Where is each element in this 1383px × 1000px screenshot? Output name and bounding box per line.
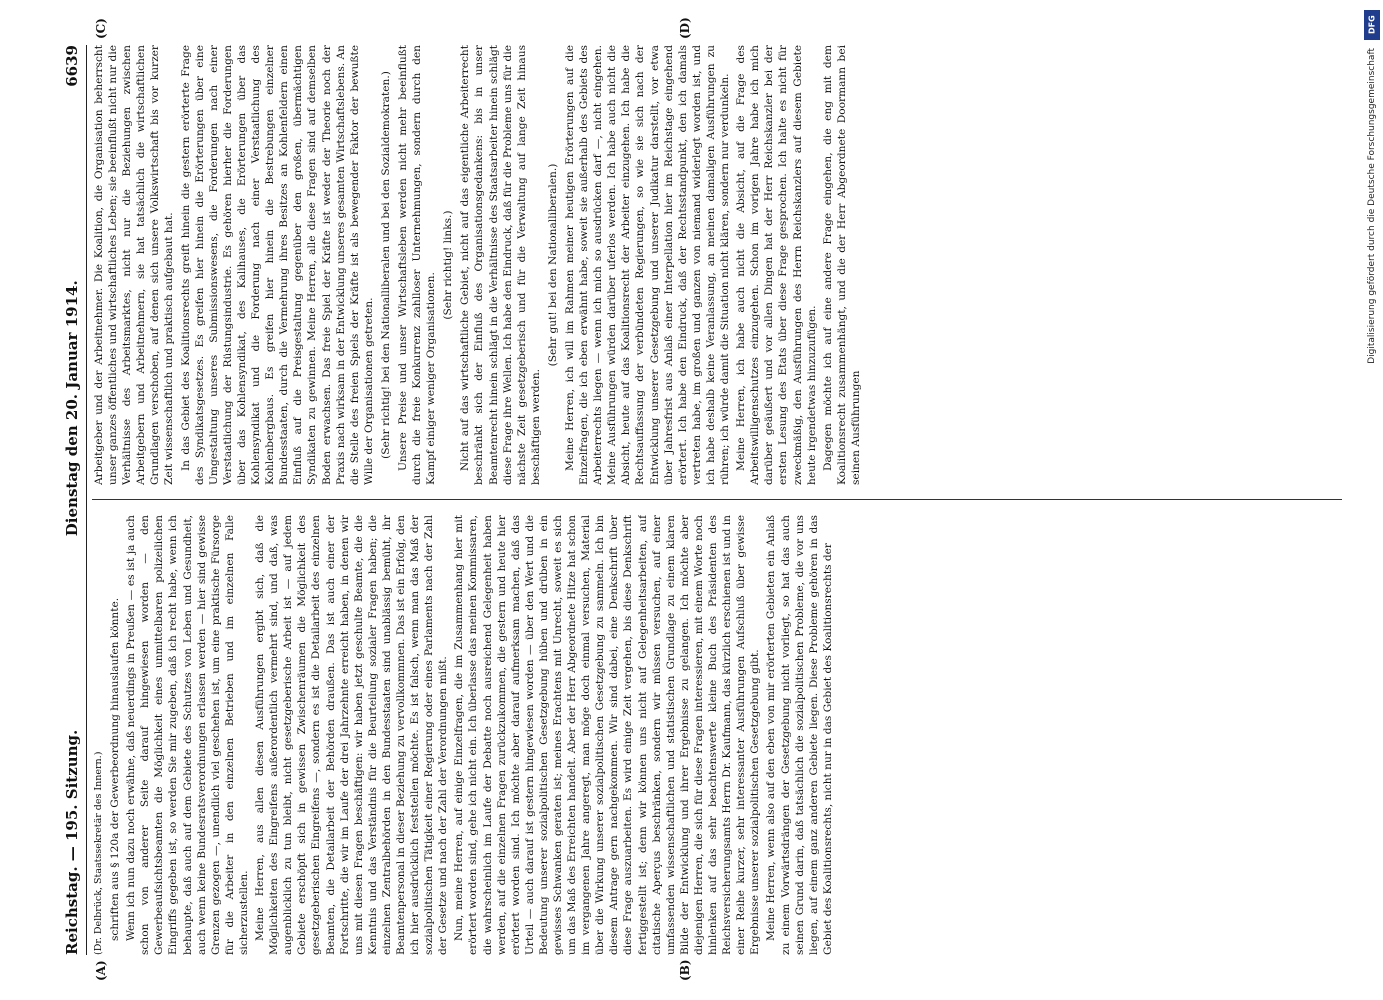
paragraph: schriften aus § 120a der Gewerbeordnung hinauslaufen könnte. — [109, 597, 122, 941]
speaker-note: (Dr. Delbrück, Staatssekretär des Innern.) — [93, 751, 104, 955]
right-column — [92, 45, 1342, 485]
margin-marker-a: (A) — [94, 960, 108, 981]
paragraph: Nun, meine Herren, auf einige Einzelfragen, die im Zusammenhang hier mit erörtert worden sind, gehe ich nicht ein. Ich überlasse das meinen Kommissaren, die wahrscheinlich im Laufe der Debatte noch ausreichend Gelegenheit haben werden, auf die einzelnen Fragen zurückzukommen, die gestern und heute hier erörtert worden sind. Ich möchte aber darauf aufmerksam machen, daß das Urteil — auch darauf ist gestern hingewiesen worden — über den Wert und die Bedeutung unserer sozialpolitischen Gesetzgebung hüben und drüben in ein gewisses Schwanken geraten ist; meines Erachtens mit Unrecht, soweit es sich um das Maß des Erreichten handelt. Aber der Herr Abgeordnete Hitze hat schon im vergangenen Jahre angeregt, man möge doch einmal versuchen, Material über die Wirkung unserer sozialpolitischen Gesetzgebung zu sammeln. Ich bin diesem Antrage gern nachgekommen. Wir sind dabei, eine Denkschrift über diese Frage auszuarbeiten. Es wird einige Zeit vergehen, bis diese Denkschrift fertiggestellt ist; denn wir können uns nicht auf Gelegenheitsarbeiten, auf citatische Aperçus beschränken, sondern wir müssen versuchen, auf einer umfassenden wissenschaftlichen und statistischen Grundlage zu einem klaren Bilde der Entwicklung und ihrer Ergebnisse zu gelangen. Ich möchte aber diejenigen Herren, die sich für diese Fragen interessieren, mit einem Worte noch hinlenken auf das sehr beachtenswerte kleine Buch des Präsidenten des Reichsversicherungsamts Herrn Dr. Kaufmann, das kürzlich erschienen ist und in einer Reihe kurzer, sehr interessanter Ausführungen Aufschluß über gewisse Ergebnisse unserer sozialpolitischen Gesetzgebung gibt. — [453, 515, 762, 955]
paragraph: Nicht auf das wirtschaftliche Gebiet, nicht auf das eigentliche Arbeiterrecht beschränkt sich der Einfluß des Organisationsgedankens: bis in unser Beamtenrecht hinein schlägt in die Verhältnisse des Staatsarbeiter hinein schlägt diese Frage ihre Wellen. Ich habe den Eindruck, daß für die Probleme uns für die nächste Zeit gesetzgeberisch und für die Verwaltung auf lange Zeit hinaus beschäftigen werden. — [459, 45, 542, 485]
interjection: (Sehr richtig! links.) — [442, 210, 455, 320]
paragraph: Meine Herren, ich habe auch nicht die Absicht, auf die Frage des Arbeitswilligenschutzes einzugehen. Schon im vorigen Jahre habe ich mich darüber geäußert und vor allen Dingen hat der Herr Reichskanzler bei der ersten Lesung des Etats über diese Frage gesprochen. Ich halte es nicht für zweckmäßig, den Ausführungen des Herrn Reichskanzlers auf diesem Gebiete heute irgendetwas hinzuzufügen. — [735, 45, 818, 485]
digitization-credit — [1363, 10, 1381, 990]
paragraph: Wenn ich nun dazu noch erwähne, daß neuerdings in Preußen — es ist ja auch schon von anderer Seite darauf hingewiesen worden — den Gewerbeaufsichtsbeamten die Möglichkeit eines unmittelbaren polizeilichen Eingriffs gegeben ist, so werden Sie mir zugeben, daß ich recht habe, wenn ich behaupte, daß auch auf dem Gebiete des Schutzes von Leben und Gesundheit, auch wenn keine Bundesratsverordnungen erlassen werden — hier sind gewisse Grenzen gezogen —, unendlich viel geschehen ist, um eine praktische Fürsorge für die Arbeiter in den einzelnen Betrieben und im einzelnen Falle sicherzustellen. — [125, 515, 250, 955]
margin-marker-d: (D) — [678, 17, 692, 39]
left-column — [92, 515, 1342, 955]
paragraph: Meine Herren, ich will im Rahmen meiner heutigen Erörterungen auf die Einzelfragen, die ich eben erwähnt habe, soweit sie außerhalb des Gebiets des Arbeiterrechts liegen — wenn ich mich so ausdrücken darf —, nicht eingehen. Meine Ausführungen würden darüber uferlos werden. Ich habe auch nicht die Absicht, heute auf das Koalitionsrecht der Arbeiter einzugehen. Ich habe die Rechtsauffassung der verbündeten Regierungen, so wie sie sich nach der Entwicklung unserer Gesetzgebung und unserer Judikatur darstellt, vor etwa über Jahresfrist aus Anlaß einer Interpellation hier im Reichstage eingehend erörtert. Ich habe den Eindruck, daß der Rechtsstandpunkt, den ich damals vertreten habe, im großen und ganzen von niemand widerlegt worden ist, und ich habe deshalb keine Veranlassung, an meinen damaligen Ausführungen zu rühren; ich würde damit die Situation nicht klären, sondern nur verdunkeln. — [564, 45, 732, 485]
header-left: Reichstag. — 195. Sitzung. — [63, 729, 81, 955]
paragraph: Meine Herren, aus allen diesen Ausführungen ergibt sich, daß die Möglichkeiten des Eingreifens außerordentlich vermehrt sind, und daß, was augenblicklich zu tun bleibt, nicht gesetzgeberische Arbeit ist — auf jedem Gebiete erschöpft sich in gewissen Zwischenräumen die Möglichkeit des gesetzgeberischen Eingreifens —, sondern es ist die Detailarbeit des einzelnen Beamten, die Detailarbeit der Behörden draußen. Das ist auch einer der Fortschritte, die wir im Laufe der drei Jahrzehnte erreicht haben, in denen wir uns mit diesen Fragen beschäftigen: wir haben jetzt geschulte Beamte, die die Kenntnis und das Verständnis für die Beurteilung sozialer Fragen haben; die einzelnen Zentralbehörden in den Bundesstaaten sind unablässig bemüht, ihr Beamtenpersonal in dieser Beziehung zu vervollkommnen. Das ist ein Erfolg, den ich hier ausdrücklich feststellen möchte. Es ist falsch, wenn man das Maß der sozialpolitischen Tätigkeit einer Regierung oder eines Parlaments nach der Zahl der Gesetze und nach der Zahl der Verordnungen mißt. — [254, 515, 450, 955]
paragraph: Unsere Preise und unser Wirtschaftsleben werden nicht mehr beeinflußt durch die freie Konkurrenz zahlloser Unternehmungen, sondern durch den Kampf einiger weniger Organisationen. — [396, 45, 438, 485]
column-divider — [92, 499, 1342, 500]
page-number: 6639 — [63, 45, 81, 87]
dfg-logo: DFG — [1364, 10, 1380, 40]
page-header — [58, 45, 87, 955]
interjection: (Sehr gut! bei den Nationalliberalen.) — [546, 163, 559, 367]
paragraph: Meine Herren, wenn also auf den eben von mir erörterten Gebieten ein Anlaß zu einem Vorwärtsdrängen der Gesetzgebung nicht vorliegt, so hat das auch seinen Grund darin, daß tatsächlich die sozialpolitischen Probleme, die vor uns liegen, auf einem ganz anderen Gebiete liegen. Diese Probleme gehören in das Gebiet des Koalitionsrechts, nicht nur in das Gebiet des Koalitionsrechts der — [765, 515, 834, 955]
header-center: Dienstag den 20. Januar 1914. — [63, 280, 81, 537]
margin-marker-c: (C) — [94, 18, 108, 39]
credit-text: Digitalisierung gefördert durch die Deutsche Forschungsgemeinschaft — [1367, 48, 1377, 364]
rotated-page — [58, 17, 1348, 981]
paragraph: Arbeitgeber und der Arbeitnehmer. Die Koalition, die Organisation beherrscht unser ganzes öffentliches und wirtschaftliches Leben; sie beeinflußt nicht nur die Verhältnisse des Arbeitsmarktes, nicht nur die Beziehungen zwischen Arbeitgebern und Arbeitnehmern, sie hat tatsächlich die wirtschaftlichen Grundlagen verschoben, auf denen sich unsere Volkswirtschaft bis vor kurzer Zeit wissenschaftlich und praktisch aufgebaut hat. — [93, 45, 176, 485]
margin-marker-b: (B) — [678, 959, 692, 981]
paragraph: Dagegen möchte ich auf eine andere Frage eingehen, die eng mit dem Koalitionsrecht zusammenhängt, und die der Herr Abgeordnete Doormann bei seinen Ausführungen — [821, 45, 862, 485]
paragraph: In das Gebiet des Koalitionsrechts greift hinein die gestern erörterte Frage des Syndikatsgesetzes. Es greifen hier hinein die Erörterungen über eine Umgestaltung unseres Submissionswesens, die Forderungen nach einer Verstaatlichung der Rüstungsindustrie. Es gehören hierher die Forderungen über das Kohlensyndikat, des Kalihauses, die Erörterungen über das Kohlensyndikat und die Forderung nach einer Verstaatlichung des Kohlenbergbaus. Es greifen hier hinein die Bestrebungen einzelner Bundesstaaten, durch die Vermehrung ihres Besitzes an Kohlenfeldern einen Einfluß auf die Preisgestaltung gegenüber den großen, übermächtigen Syndikaten zu gewinnen. Meine Herren, alle diese Fragen sind auf demselben Boden erwachsen. Das freie Spiel der Kräfte ist weder der Theorie noch der Praxis nach wirksam in der Entwicklung unseres gesamten Wirtschaftslebens. An die Stelle des freien Spiels der Kräfte ist als bewegender Faktor der bewußte Wille der Organisationen getreten. — [179, 45, 375, 485]
interjection: (Sehr richtig! bei den Nationalliberalen und bei den Sozialdemokraten.) — [379, 71, 392, 459]
document-page — [58, 17, 1348, 981]
